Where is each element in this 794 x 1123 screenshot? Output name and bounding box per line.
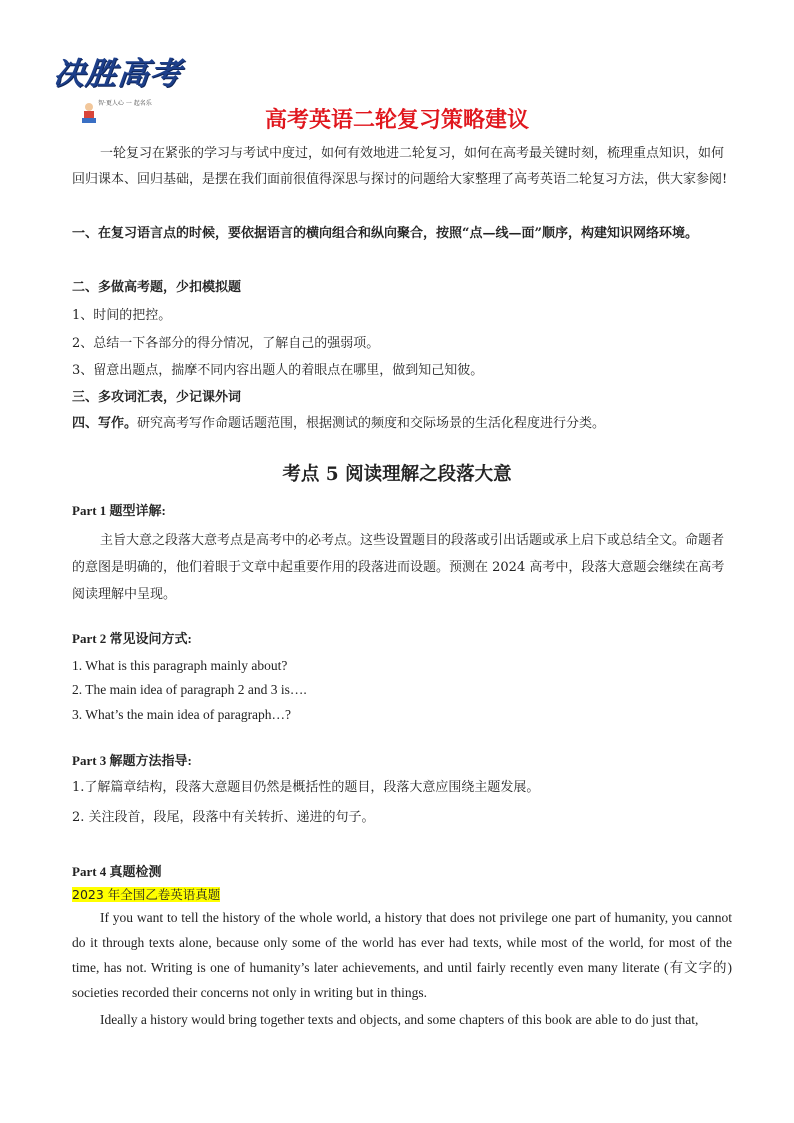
strategy-2: 二、多做高考题，少扣模拟题 <box>72 280 242 295</box>
strategy-3: 三、多攻词汇表，少记课外词 <box>72 390 242 405</box>
strategy-2-item-2: 2、总结一下各部分的得分情况，了解自己的强弱项。 <box>72 336 380 351</box>
section-title: 考点 5 阅读理解之段落大意 <box>282 464 512 485</box>
page-title: 高考英语二轮复习策略建议 <box>264 108 529 133</box>
exam-tag: 2023 年全国乙卷英语真题 <box>72 887 221 902</box>
part4-heading: Part 4 真题检测 <box>72 864 162 879</box>
part2-item-2: 2. The main idea of paragraph 2 and 3 is…. <box>72 682 307 697</box>
reading-paragraph-2: Ideally a history would bring together texts and objects, and some chapters of this book are able to do just that, <box>100 1012 699 1027</box>
part3-item-2: 2. 关注段首，段尾，段落中有关转折、递进的句子。 <box>72 810 375 825</box>
part3-item-1: 1.了解篇章结构，段落大意题目仍然是概括性的题目，段落大意应围绕主题发展。 <box>72 780 540 795</box>
part2-item-3: 3. What’s the main idea of paragraph…? <box>72 707 292 722</box>
strategy-2-item-1: 1、时间的把控。 <box>72 308 172 323</box>
logo-subtext: 智·更人心 一 起名乐 <box>98 100 152 107</box>
strategy-4-label: 四、写作。 <box>72 416 138 431</box>
part2-heading: Part 2 常见设问方式: <box>72 631 192 646</box>
strategy-4 <box>72 411 732 437</box>
part1-heading: Part 1 题型详解: <box>72 503 166 518</box>
part1-text: 主旨大意之段落大意考点是高考中的必考点。这些设置题目的段落或引出话题或承上启下或总结全文。命题者的意图是明确的，他们着眼于文章中起重要作用的段落进而设题。预测在 2024 高考中，段落大意题会继续在高考阅读理解中呈现。 <box>72 533 725 602</box>
part3-heading: Part 3 解题方法指导: <box>72 753 192 768</box>
reading-paragraph-1: If you want to tell the history of the whole world, a history that does not privilege one part of humanity, you cannot do it through texts alone, because only some of the world has ever had texts, while most of the world, for most of the time, has not. Writing is one of humanity’s later achievements, and until fairly recently even many literate (有文字的) societies recorded their concerns not only in writing but in things. <box>72 910 732 1000</box>
strategy-4-text: 研究高考写作命题话题范围，根据测试的频度和交际场景的生活化程度进行分类。 <box>137 416 606 431</box>
exam-tag-line <box>72 884 732 907</box>
intro-paragraph: 一轮复习在紧张的学习与考试中度过，如何有效地进二轮复习，如何在高考最关键时刻，梳理重点知识，如何回归课本、回归基础，是摆在我们面前很值得深思与探讨的问题给大家整理了高考英语二轮复习方法，供大家参阅! <box>72 146 728 187</box>
strategy-2-item-3: 3、留意出题点，揣摩不同内容出题人的着眼点在哪里，做到知己知彼。 <box>72 363 484 378</box>
logo-text: 决胜高考 <box>51 56 184 92</box>
part2-item-1: 1. What is this paragraph mainly about? <box>72 658 288 673</box>
strategy-1: 一、在复习语言点的时候，要依据语言的横向组合和纵向聚合，按照“点—线—面”顺序，构建知识网络环境。 <box>72 226 698 241</box>
